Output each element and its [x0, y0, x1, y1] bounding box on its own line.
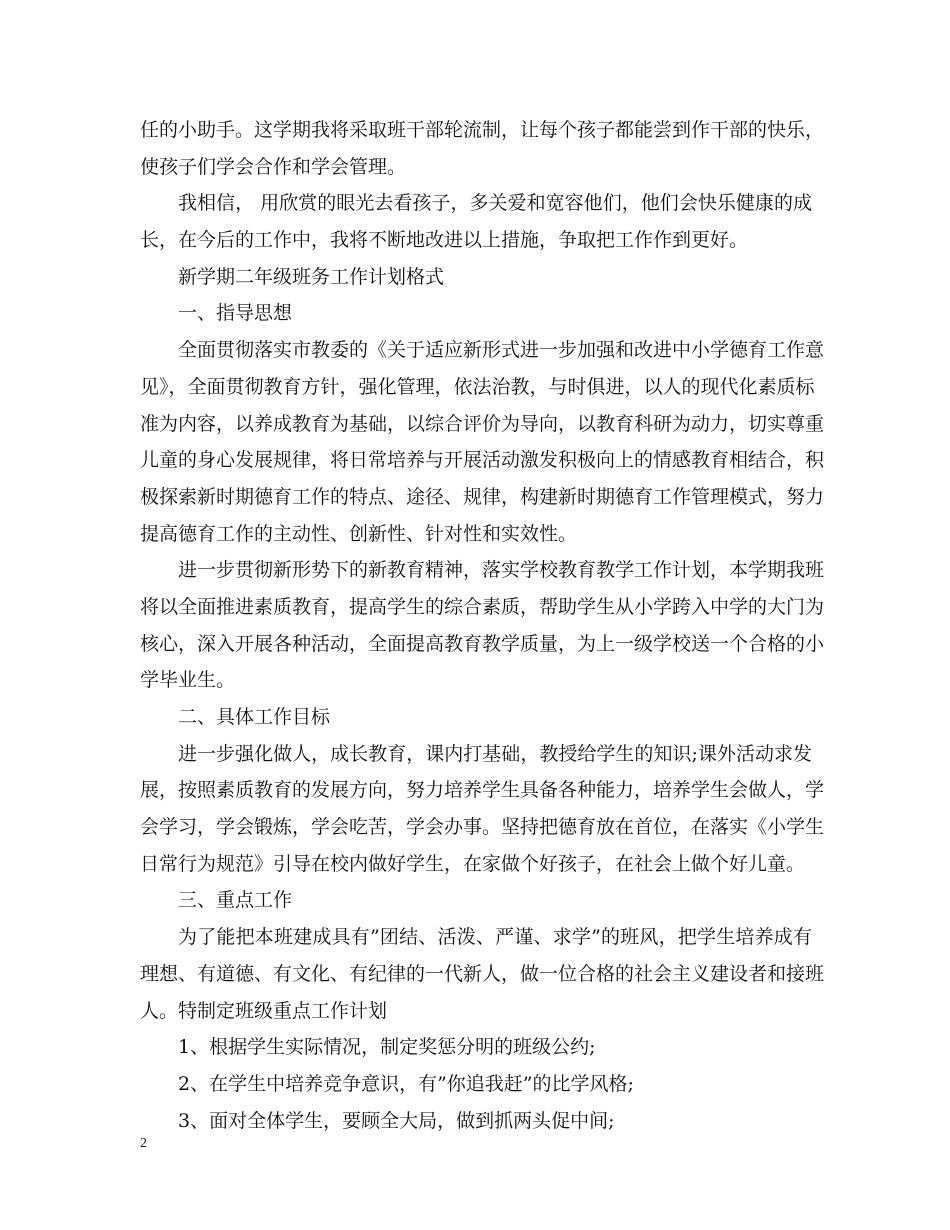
page-number: 2: [140, 1136, 147, 1151]
text-line: 人。特制定班级重点工作计划: [140, 999, 388, 1022]
text-line: 展，按照素质教育的发展方向，努力培养学生具备各种能力，培养学生会做人，学: [140, 779, 825, 802]
list-item: 2、在学生中培养竞争意识，有”你追我赶”的比学风格;: [178, 1072, 634, 1095]
text-line: 进一步贯彻新形势下的新教育精神，落实学校教育教学工作计划，本学期我班: [178, 559, 825, 582]
section-heading: 三、重点工作: [178, 889, 293, 912]
section-heading: 一、指导思想: [178, 302, 293, 325]
text-line: 使孩子们学会合作和学会管理。: [140, 155, 407, 178]
text-line: 日常行为规范》引导在校内做好学生，在家做个好孩子，在社会上做个好儿童。: [140, 852, 806, 875]
text-line: 进一步强化做人，成长教育，课内打基础，教授给学生的知识;课外活动求发: [178, 742, 812, 765]
text-line: 准为内容，以养成教育为基础，以综合评价为导向，以教育科研为动力，切实尊重: [140, 412, 825, 435]
text-line: 提高德育工作的主动性、创新性、针对性和实效性。: [140, 522, 578, 545]
text-line: 核心，深入开展各种活动，全面提高教育教学质量，为上一级学校送一个合格的小: [140, 632, 825, 655]
section-title: 新学期二年级班务工作计划格式: [178, 265, 445, 288]
section-heading: 二、具体工作目标: [178, 706, 331, 728]
text-line: 为了能把本班建成具有”团结、活泼、严谨、求学”的班风，把学生培养成有: [178, 926, 812, 949]
document-body: [140, 112, 825, 1139]
text-line: 会学习，学会锻炼，学会吃苦，学会办事。坚持把德育放在首位，在落实《小学生: [140, 816, 825, 839]
text-line: 全面贯彻落实市教委的《关于适应新形式进一步加强和改进中小学德育工作意: [178, 339, 825, 362]
list-item: 3、面对全体学生，要顾全大局，做到抓两头促中间;: [178, 1109, 615, 1132]
text-line: 儿童的身心发展规律，将日常培养与开展活动激发积极向上的情感教育相结合，积: [140, 449, 825, 472]
text-line: 理想、有道德、有文化、有纪律的一代新人，做一位合格的社会主义建设者和接班: [140, 962, 825, 985]
text-line: 将以全面推进素质教育，提高学生的综合素质，帮助学生从小学跨入中学的大门为: [140, 595, 825, 618]
text-line: 极探索新时期德育工作的特点、途径、规律，构建新时期德育工作管理模式，努力: [140, 485, 825, 508]
text-line: 学毕业生。: [140, 669, 236, 692]
list-item: 1、根据学生实际情况，制定奖惩分明的班级公约;: [178, 1036, 596, 1059]
text-line: 见》，全面贯彻教育方针，强化管理，依法治教，与时俱进，以人的现代化素质标: [140, 375, 815, 398]
text-line: 任的小助手。这学期我将采取班干部轮流制，让每个孩子都能尝到作干部的快乐，: [140, 119, 825, 141]
text-line: 我相信， 用欣赏的眼光去看孩子，多关爱和宽容他们，他们会快乐健康的成: [178, 192, 812, 215]
text-line: 长，在今后的工作中，我将不断地改进以上措施，争取把工作作到更好。: [140, 229, 749, 252]
